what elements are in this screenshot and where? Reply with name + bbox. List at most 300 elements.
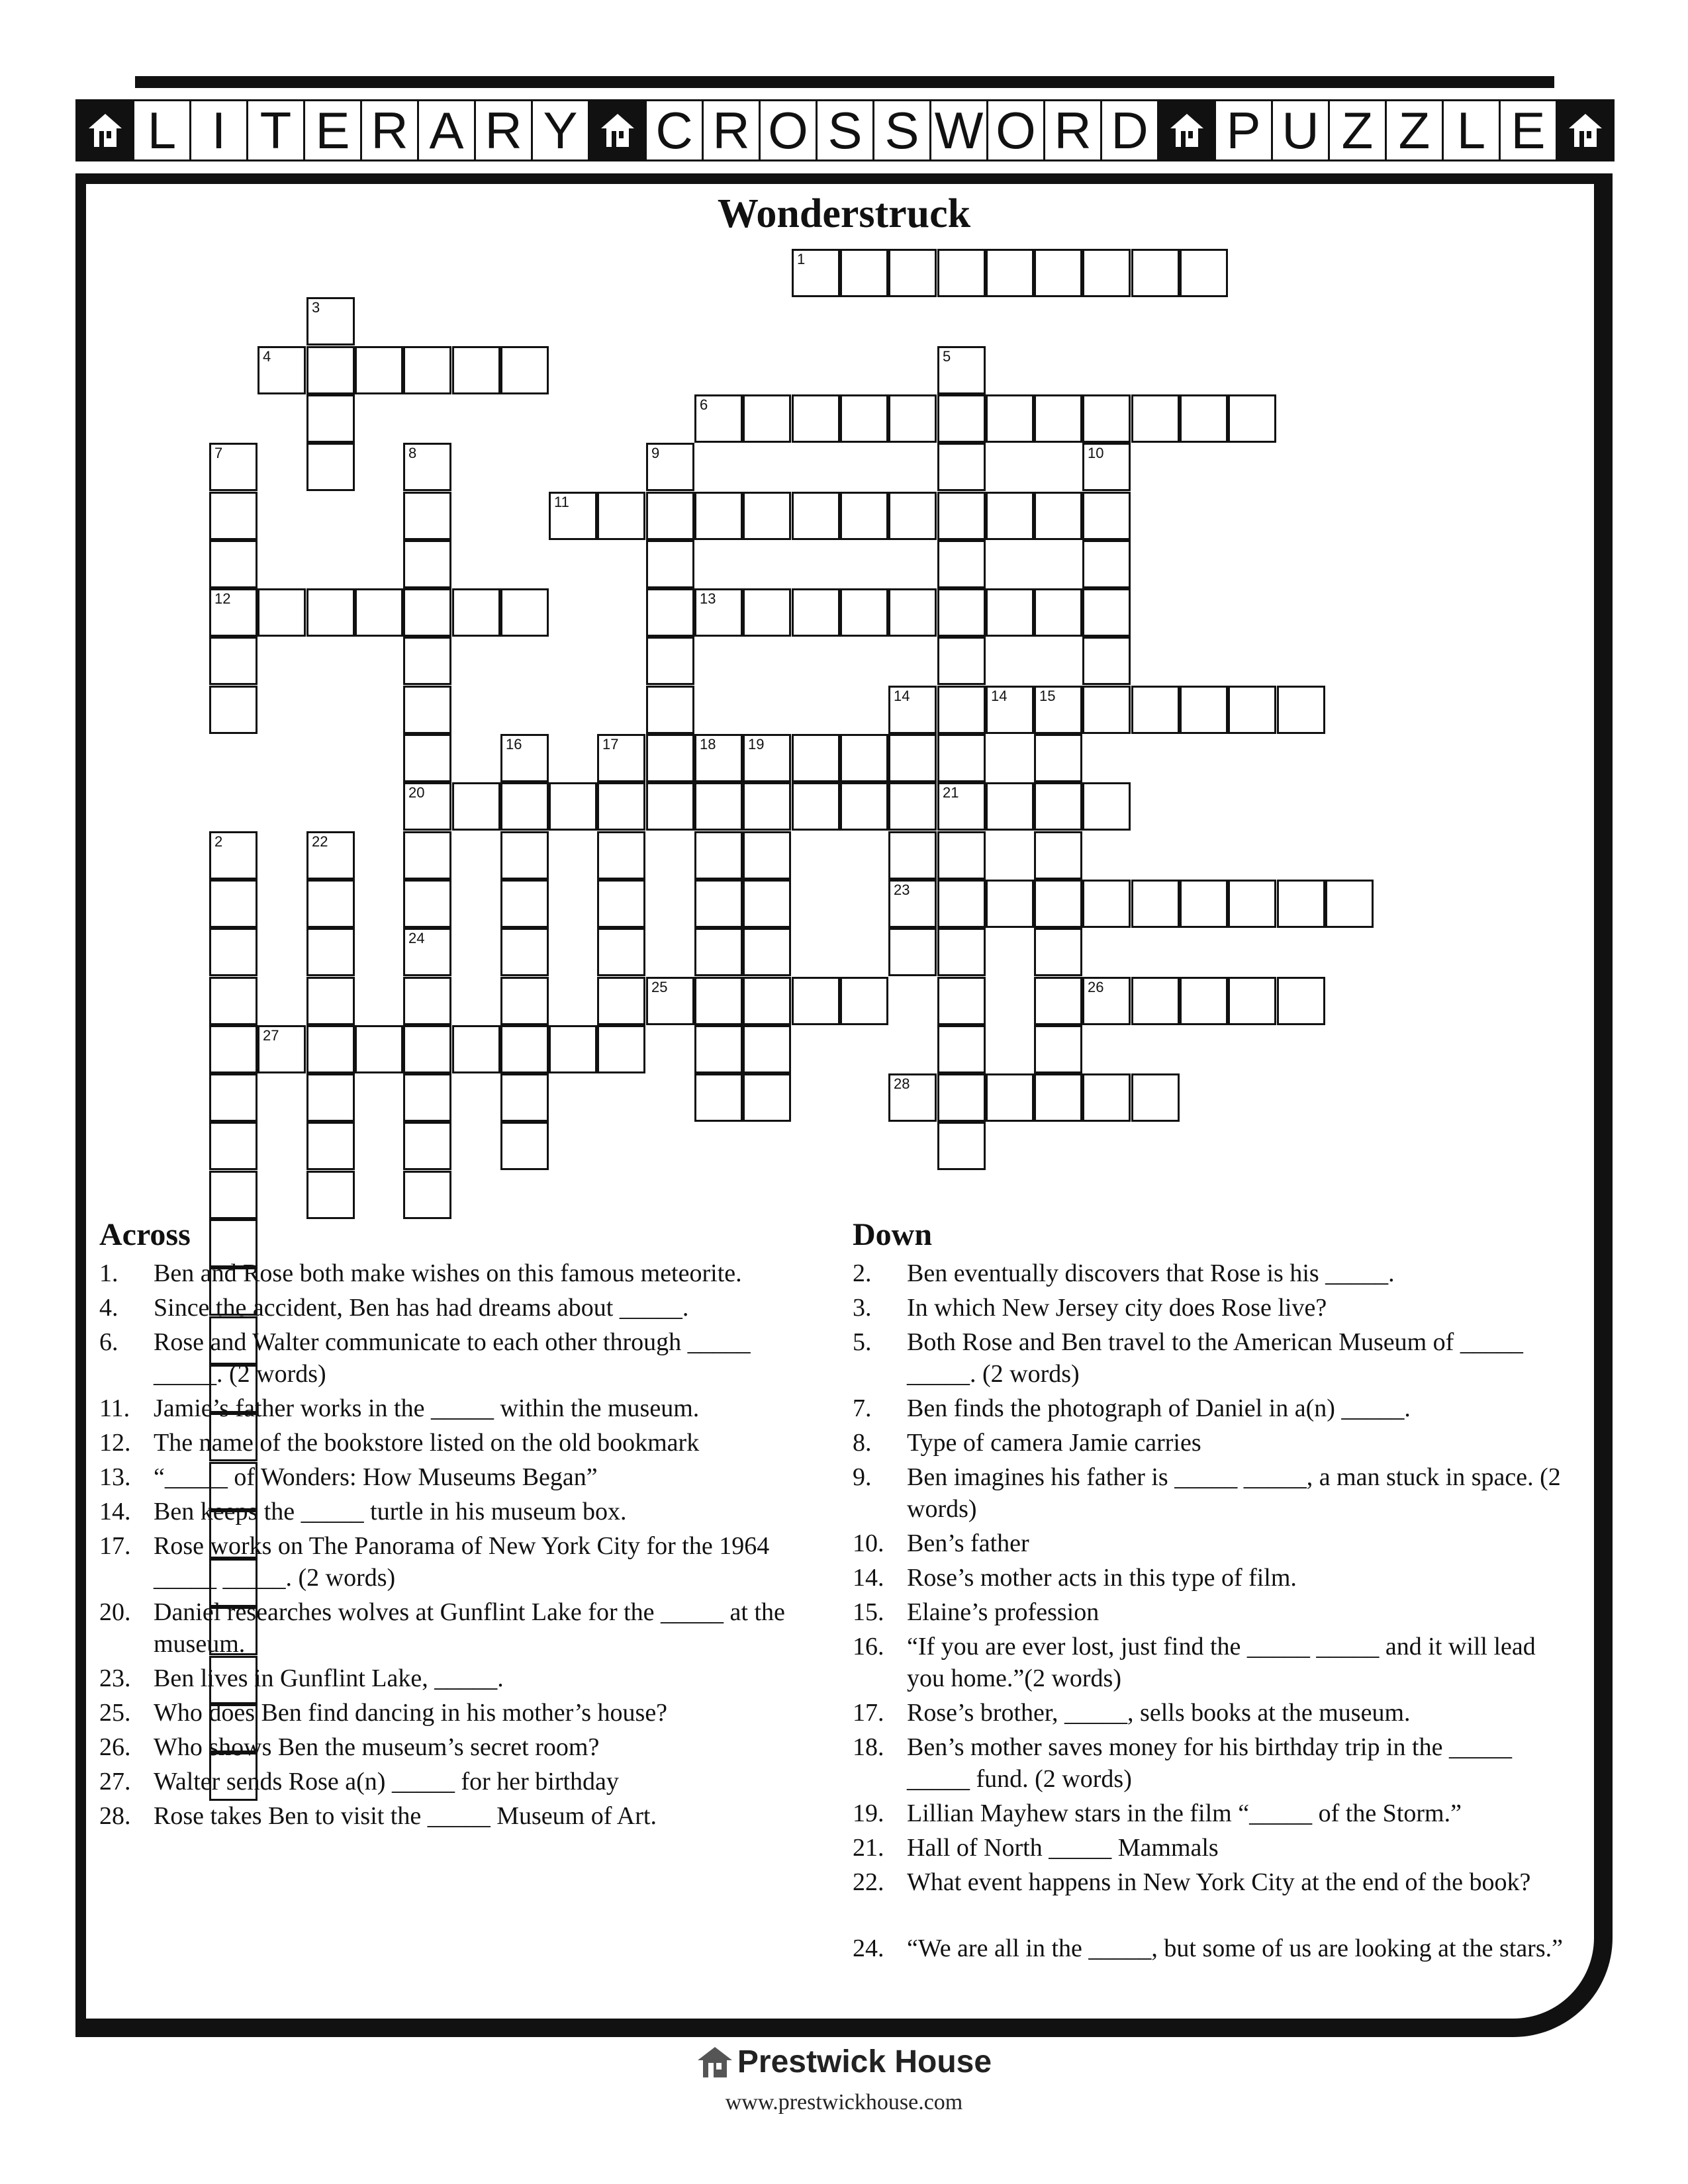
crossword-cell[interactable]: [694, 492, 743, 540]
crossword-cell[interactable]: [1277, 977, 1325, 1025]
cell-number: 3: [312, 299, 320, 316]
banner-logo-icon: [1556, 99, 1615, 161]
crossword-cell[interactable]: [1082, 588, 1131, 637]
crossword-cell[interactable]: [1131, 686, 1180, 734]
down-clue: [853, 1832, 1569, 1864]
crossword-cell[interactable]: [1277, 880, 1325, 928]
crossword-cell[interactable]: [792, 782, 840, 831]
crossword-cell[interactable]: [209, 492, 258, 540]
crossword-cell[interactable]: [452, 588, 500, 637]
top-rule: [135, 76, 1554, 88]
crossword-cell[interactable]: [597, 1025, 645, 1073]
crossword-cell[interactable]: [888, 588, 937, 637]
crossword-cell[interactable]: [1034, 686, 1082, 734]
cell-number: 25: [651, 979, 668, 995]
crossword-cell[interactable]: [403, 443, 451, 491]
crossword-cell[interactable]: [888, 734, 937, 782]
crossword-cell[interactable]: [694, 782, 743, 831]
crossword-cell[interactable]: [1034, 782, 1082, 831]
across-clue: [99, 1392, 822, 1424]
crossword-cell[interactable]: [694, 1073, 743, 1122]
across-clue: [99, 1697, 822, 1729]
crossword-cell[interactable]: [1228, 977, 1276, 1025]
crossword-cell[interactable]: [403, 782, 451, 831]
crossword-cell[interactable]: [500, 1025, 549, 1073]
crossword-cell[interactable]: [597, 928, 645, 976]
crossword-cell[interactable]: [1131, 977, 1180, 1025]
crossword-cell[interactable]: [646, 540, 694, 588]
clue-number: 4.: [99, 1294, 118, 1322]
banner-letter: O: [986, 99, 1045, 161]
crossword-cell[interactable]: [1277, 686, 1325, 734]
crossword-cell[interactable]: [792, 734, 840, 782]
clue-text: Who does Ben find dancing in his mother’s house?: [154, 1699, 668, 1727]
clue-text: Hall of North _____ Mammals: [907, 1834, 1219, 1862]
down-clue: [853, 1697, 1569, 1729]
clue-number: 3.: [853, 1294, 872, 1322]
down-clue: [853, 1596, 1569, 1628]
cell-number: 23: [894, 882, 910, 898]
crossword-cell[interactable]: [1034, 394, 1082, 443]
crossword-cell[interactable]: [258, 588, 306, 637]
crossword-cell[interactable]: [500, 831, 549, 880]
clue-number: 10.: [853, 1529, 884, 1557]
banner-letter: L: [1442, 99, 1501, 161]
down-clue: [853, 1257, 1569, 1289]
crossword-cell[interactable]: [937, 540, 986, 588]
clue-number: 7.: [853, 1394, 872, 1422]
crossword-cell[interactable]: [986, 686, 1034, 734]
crossword-cell[interactable]: [646, 782, 694, 831]
crossword-cell[interactable]: [743, 782, 791, 831]
crossword-cell[interactable]: [306, 394, 355, 443]
crossword-cell[interactable]: [1131, 1073, 1180, 1122]
crossword-cell[interactable]: [1034, 831, 1082, 880]
cell-number: 8: [408, 445, 417, 461]
crossword-cell[interactable]: [597, 734, 645, 782]
crossword-cell[interactable]: [937, 928, 986, 976]
cell-number: 12: [214, 590, 231, 607]
crossword-cell[interactable]: [986, 588, 1034, 637]
crossword-cell[interactable]: [1034, 1025, 1082, 1073]
crossword-cell[interactable]: [937, 346, 986, 394]
clue-text: Lillian Mayhew stars in the film “_____ of the Storm.”: [907, 1799, 1462, 1827]
crossword-cell[interactable]: [888, 686, 937, 734]
crossword-cell[interactable]: [937, 637, 986, 685]
crossword-cell[interactable]: [209, 977, 258, 1025]
down-clue: [853, 1731, 1569, 1795]
crossword-cell[interactable]: [888, 782, 937, 831]
clue-text: Ben finds the photograph of Daniel in a(n) _____.: [907, 1394, 1411, 1422]
crossword-cell[interactable]: [646, 977, 694, 1025]
clue-number: 9.: [853, 1463, 872, 1491]
crossword-cell[interactable]: [306, 1025, 355, 1073]
cell-number: 5: [943, 348, 951, 365]
crossword-cell[interactable]: [597, 831, 645, 880]
crossword-cell[interactable]: [1131, 880, 1180, 928]
crossword-cell[interactable]: [937, 1073, 986, 1122]
crossword-cell[interactable]: [209, 1025, 258, 1073]
cell-number: 10: [1088, 445, 1104, 461]
crossword-cell[interactable]: [888, 1073, 937, 1122]
crossword-cell[interactable]: [646, 686, 694, 734]
clue-text: Daniel researches wolves at Gunflint Lake for the _____ at the museum.: [154, 1598, 785, 1658]
across-clue: [99, 1766, 822, 1797]
crossword-cell[interactable]: [500, 1073, 549, 1122]
cell-number: 21: [943, 784, 959, 801]
crossword-cell[interactable]: [1228, 394, 1276, 443]
crossword-cell[interactable]: [1034, 588, 1082, 637]
crossword-cell[interactable]: [209, 831, 258, 880]
clue-number: 2.: [853, 1259, 872, 1287]
cell-number: 18: [700, 736, 716, 752]
crossword-cell[interactable]: [1180, 394, 1228, 443]
clue-number: 5.: [853, 1328, 872, 1356]
crossword-cell[interactable]: [306, 443, 355, 491]
crossword-cell[interactable]: [500, 346, 549, 394]
crossword-cell[interactable]: [403, 637, 451, 685]
crossword-cell[interactable]: [743, 831, 791, 880]
clue-number: 12.: [99, 1429, 131, 1457]
down-clue: [853, 1461, 1569, 1525]
crossword-cell[interactable]: [1034, 880, 1082, 928]
clue-number: 22.: [853, 1868, 884, 1896]
crossword-cell[interactable]: [986, 1073, 1034, 1122]
crossword-cell[interactable]: [646, 492, 694, 540]
crossword-cell[interactable]: [209, 928, 258, 976]
across-heading: Across: [99, 1217, 191, 1252]
crossword-cell[interactable]: [792, 249, 840, 297]
crossword-cell[interactable]: [500, 1122, 549, 1170]
crossword-cell[interactable]: [888, 492, 937, 540]
crossword-cell[interactable]: [937, 249, 986, 297]
crossword-cell[interactable]: [1082, 492, 1131, 540]
clue-number: 27.: [99, 1768, 131, 1796]
crossword-cell[interactable]: [1180, 880, 1228, 928]
crossword-cell[interactable]: [306, 297, 355, 345]
crossword-cell[interactable]: [549, 1025, 597, 1073]
crossword-cell[interactable]: [1180, 977, 1228, 1025]
crossword-cell[interactable]: [306, 831, 355, 880]
banner-letter: R: [1043, 99, 1102, 161]
crossword-cell[interactable]: [306, 977, 355, 1025]
crossword-cell[interactable]: [1082, 686, 1131, 734]
clue-text: Who shows Ben the museum’s secret room?: [154, 1733, 600, 1761]
crossword-cell[interactable]: [1228, 880, 1276, 928]
crossword-cell[interactable]: [694, 588, 743, 637]
crossword-cell[interactable]: [743, 880, 791, 928]
crossword-cell[interactable]: [840, 977, 888, 1025]
crossword-cell[interactable]: [1180, 249, 1228, 297]
crossword-cell[interactable]: [258, 1025, 306, 1073]
clue-text: In which New Jersey city does Rose live?: [907, 1294, 1327, 1322]
crossword-cell[interactable]: [792, 588, 840, 637]
banner-letter: E: [1499, 99, 1558, 161]
crossword-cell[interactable]: [403, 540, 451, 588]
crossword-cell[interactable]: [743, 394, 791, 443]
crossword-cell[interactable]: [840, 588, 888, 637]
crossword-cell[interactable]: [403, 492, 451, 540]
crossword-cell[interactable]: [792, 492, 840, 540]
clue-number: 17.: [99, 1532, 131, 1560]
clue-text: “_____ of Wonders: How Museums Began”: [154, 1463, 598, 1491]
clue-number: 1.: [99, 1259, 118, 1287]
crossword-cell[interactable]: [937, 492, 986, 540]
crossword-cell[interactable]: [500, 782, 549, 831]
crossword-cell[interactable]: [694, 977, 743, 1025]
clue-text: Rose’s mother acts in this type of film.: [907, 1564, 1297, 1592]
crossword-cell[interactable]: [1034, 249, 1082, 297]
crossword-cell[interactable]: [549, 492, 597, 540]
banner-letter: S: [872, 99, 931, 161]
crossword-cell[interactable]: [694, 880, 743, 928]
crossword-cell[interactable]: [937, 1025, 986, 1073]
crossword-cell[interactable]: [1325, 880, 1374, 928]
crossword-cell[interactable]: [937, 686, 986, 734]
crossword-cell[interactable]: [743, 588, 791, 637]
crossword-cell[interactable]: [937, 443, 986, 491]
crossword-cell[interactable]: [937, 831, 986, 880]
crossword-cell[interactable]: [694, 1025, 743, 1073]
crossword-cell[interactable]: [840, 782, 888, 831]
crossword-cell[interactable]: [452, 782, 500, 831]
crossword-cell[interactable]: [452, 346, 500, 394]
crossword-cell[interactable]: [597, 782, 645, 831]
crossword-cell[interactable]: [1082, 443, 1131, 491]
down-clue: [853, 1392, 1569, 1424]
crossword-cell[interactable]: [549, 782, 597, 831]
crossword-cell[interactable]: [500, 977, 549, 1025]
crossword-cell[interactable]: [743, 1073, 791, 1122]
crossword-cell[interactable]: [888, 394, 937, 443]
crossword-cell[interactable]: [646, 443, 694, 491]
crossword-cell[interactable]: [306, 1073, 355, 1122]
crossword-cell[interactable]: [937, 977, 986, 1025]
crossword-cell[interactable]: [500, 734, 549, 782]
clue-number: 21.: [853, 1834, 884, 1862]
crossword-cell[interactable]: [743, 734, 791, 782]
crossword-cell[interactable]: [403, 734, 451, 782]
crossword-cell[interactable]: [1180, 686, 1228, 734]
crossword-cell[interactable]: [743, 928, 791, 976]
crossword-cell[interactable]: [500, 928, 549, 976]
crossword-cell[interactable]: [840, 394, 888, 443]
crossword-cell[interactable]: [403, 928, 451, 976]
crossword-cell[interactable]: [694, 734, 743, 782]
cell-number: 20: [408, 784, 425, 801]
banner-letter: D: [1100, 99, 1159, 161]
crossword-cell[interactable]: [888, 249, 937, 297]
crossword-cell[interactable]: [209, 540, 258, 588]
crossword-cell[interactable]: [986, 394, 1034, 443]
clue-text: Rose takes Ben to visit the _____ Museum of Art.: [154, 1802, 657, 1830]
crossword-cell[interactable]: [403, 1073, 451, 1122]
clue-number: 23.: [99, 1664, 131, 1692]
footer-url: www.prestwickhouse.com: [725, 2090, 963, 2115]
crossword-cell[interactable]: [743, 1025, 791, 1073]
crossword-cell[interactable]: [986, 782, 1034, 831]
crossword-cell[interactable]: [694, 928, 743, 976]
down-clue: [853, 1562, 1569, 1594]
crossword-cell[interactable]: [840, 492, 888, 540]
crossword-cell[interactable]: [743, 492, 791, 540]
crossword-cell[interactable]: [646, 588, 694, 637]
crossword-cell[interactable]: [840, 734, 888, 782]
across-clue: [99, 1427, 822, 1459]
crossword-cell[interactable]: [937, 1122, 986, 1170]
banner-letter: Z: [1328, 99, 1387, 161]
cell-number: 28: [894, 1075, 910, 1092]
puzzle-title: Wonderstruck: [717, 191, 971, 236]
crossword-cell[interactable]: [209, 1122, 258, 1170]
clue-text: Both Rose and Ben travel to the American Museum of _____ _____. (2 words): [907, 1328, 1523, 1388]
across-clue: [99, 1596, 822, 1660]
crossword-cell[interactable]: [306, 880, 355, 928]
crossword-cell[interactable]: [306, 1171, 355, 1219]
banner-letter: R: [702, 99, 761, 161]
down-clue: [853, 1933, 1569, 1996]
crossword-cell[interactable]: [209, 1171, 258, 1219]
crossword-cell[interactable]: [1034, 928, 1082, 976]
clue-number: 13.: [99, 1463, 131, 1491]
crossword-cell[interactable]: [937, 880, 986, 928]
clue-number: 14.: [99, 1498, 131, 1525]
cell-number: 1: [797, 251, 806, 267]
crossword-cell[interactable]: [403, 346, 451, 394]
crossword-cell[interactable]: [1228, 686, 1276, 734]
clue-number: 16.: [853, 1633, 884, 1661]
crossword-cell[interactable]: [888, 880, 937, 928]
crossword-cell[interactable]: [792, 977, 840, 1025]
crossword-cell[interactable]: [743, 977, 791, 1025]
crossword-cell[interactable]: [209, 637, 258, 685]
crossword-cell[interactable]: [209, 1073, 258, 1122]
crossword-cell[interactable]: [355, 1025, 403, 1073]
down-clue: [853, 1797, 1569, 1829]
crossword-cell[interactable]: [986, 249, 1034, 297]
banner-letter: R: [360, 99, 419, 161]
crossword-cell[interactable]: [1082, 637, 1131, 685]
crossword-cell[interactable]: [355, 346, 403, 394]
prestwick-house-icon: [696, 2046, 733, 2079]
crossword-cell[interactable]: [403, 1025, 451, 1073]
crossword-cell[interactable]: [1034, 734, 1082, 782]
crossword-cell[interactable]: [937, 734, 986, 782]
crossword-cell[interactable]: [1082, 540, 1131, 588]
crossword-cell[interactable]: [403, 1122, 451, 1170]
crossword-cell[interactable]: [258, 346, 306, 394]
cell-number: 13: [700, 590, 716, 607]
crossword-cell[interactable]: [355, 588, 403, 637]
crossword-cell[interactable]: [1082, 977, 1131, 1025]
crossword-cell[interactable]: [306, 1122, 355, 1170]
crossword-cell[interactable]: [646, 637, 694, 685]
crossword-cell[interactable]: [500, 880, 549, 928]
crossword-cell[interactable]: [694, 831, 743, 880]
crossword-cell[interactable]: [792, 394, 840, 443]
crossword-cell[interactable]: [1034, 1073, 1082, 1122]
across-clue: [99, 1461, 822, 1493]
banner-letter: U: [1271, 99, 1330, 161]
crossword-cell[interactable]: [1034, 977, 1082, 1025]
clue-text: Ben eventually discovers that Rose is his _____.: [907, 1259, 1395, 1287]
crossword-cell[interactable]: [986, 880, 1034, 928]
crossword-cell[interactable]: [597, 492, 645, 540]
clue-text: “If you are ever lost, just find the _____ _____ and it will lead you home.”(2 words): [907, 1633, 1536, 1692]
crossword-cell[interactable]: [403, 831, 451, 880]
crossword-cell[interactable]: [1082, 249, 1131, 297]
crossword-cell[interactable]: [209, 880, 258, 928]
clue-text: Rose’s brother, _____, sells books at the museum.: [907, 1699, 1411, 1727]
crossword-cell[interactable]: [209, 588, 258, 637]
crossword-cell[interactable]: [1082, 782, 1131, 831]
cell-number: 15: [1039, 688, 1056, 704]
banner-letter: S: [816, 99, 874, 161]
banner-logo-icon: [588, 99, 647, 161]
crossword-cell[interactable]: [403, 977, 451, 1025]
cell-number: 11: [554, 494, 569, 510]
clue-text: Elaine’s profession: [907, 1598, 1100, 1626]
banner-logo-icon: [75, 99, 134, 161]
clue-text: The name of the bookstore listed on the old bookmark: [154, 1429, 700, 1457]
clue-text: Jamie’s father works in the _____ within the museum.: [154, 1394, 700, 1422]
banner-letter: Z: [1385, 99, 1444, 161]
banner-letter: Y: [531, 99, 590, 161]
crossword-cell[interactable]: [403, 880, 451, 928]
down-clue: [853, 1427, 1569, 1459]
crossword-cell[interactable]: [694, 394, 743, 443]
clue-number: 26.: [99, 1733, 131, 1761]
crossword-cell[interactable]: [1131, 394, 1180, 443]
down-clue: [853, 1631, 1569, 1694]
crossword-cell[interactable]: [403, 588, 451, 637]
crossword-cell[interactable]: [452, 1025, 500, 1073]
down-clue: [853, 1527, 1569, 1559]
crossword-cell[interactable]: [306, 346, 355, 394]
crossword-cell[interactable]: [209, 686, 258, 734]
crossword-cell[interactable]: [646, 734, 694, 782]
crossword-cell[interactable]: [986, 492, 1034, 540]
crossword-cell[interactable]: [1082, 880, 1131, 928]
crossword-cell[interactable]: [403, 686, 451, 734]
crossword-cell[interactable]: [209, 443, 258, 491]
crossword-cell[interactable]: [840, 249, 888, 297]
down-clue: [853, 1866, 1569, 1930]
crossword-cell[interactable]: [306, 928, 355, 976]
cell-number: 16: [506, 736, 522, 752]
banner-letter: A: [417, 99, 476, 161]
crossword-cell[interactable]: [937, 394, 986, 443]
crossword-cell[interactable]: [403, 1171, 451, 1219]
clue-text: Ben’s father: [907, 1529, 1029, 1557]
crossword-cell[interactable]: [306, 588, 355, 637]
crossword-cell[interactable]: [1082, 394, 1131, 443]
clue-number: 15.: [853, 1598, 884, 1626]
crossword-cell[interactable]: [888, 928, 937, 976]
crossword-cell[interactable]: [1034, 492, 1082, 540]
clue-number: 14.: [853, 1564, 884, 1592]
clue-text: “We are all in the _____, but some of us are looking at the stars.”: [907, 1934, 1563, 1962]
crossword-cell[interactable]: [1082, 1073, 1131, 1122]
crossword-cell[interactable]: [597, 880, 645, 928]
crossword-cell[interactable]: [937, 588, 986, 637]
crossword-cell[interactable]: [937, 782, 986, 831]
crossword-cell[interactable]: [500, 588, 549, 637]
crossword-cell[interactable]: [1131, 249, 1180, 297]
crossword-cell[interactable]: [597, 977, 645, 1025]
crossword-cell[interactable]: [888, 831, 937, 880]
down-clue: [853, 1292, 1569, 1324]
